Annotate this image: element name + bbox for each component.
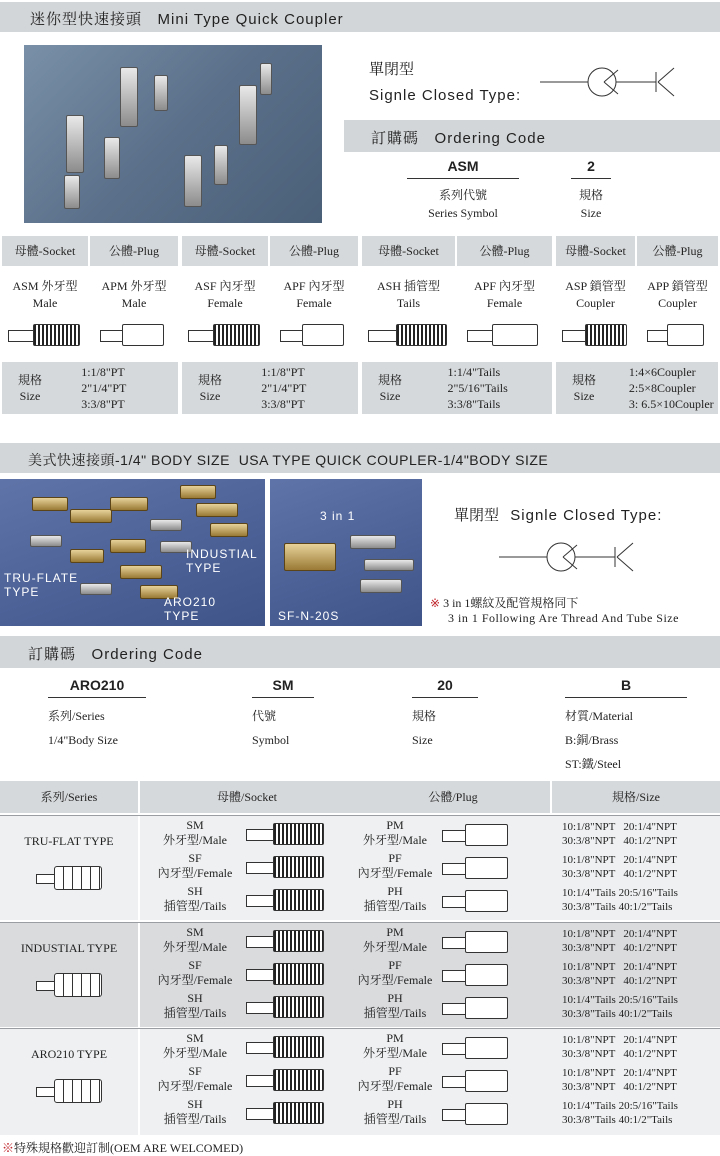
coupler-part	[364, 559, 414, 571]
label-truflate: TRU-FLATE TYPE	[4, 571, 79, 599]
ordering-en: Ordering Code	[434, 130, 546, 147]
footer-text: 特殊規格歡迎訂制(OEM ARE WELCOMED)	[14, 1141, 244, 1155]
plug-coupler-drawing-icon	[442, 824, 508, 846]
table-series-block	[0, 815, 720, 920]
plug-coupler-drawing-icon	[442, 1070, 508, 1092]
series-coupler-drawing-icon	[36, 1079, 104, 1103]
coupler-part	[70, 549, 104, 563]
plug-code-label: PF 內牙型/Female	[357, 958, 433, 987]
plug-coupler-drawing-icon	[442, 857, 508, 879]
code-size-label-en: Size	[580, 206, 602, 220]
label-aro: ARO210 TYPE	[164, 595, 217, 623]
socket-coupler-drawing-icon	[562, 324, 627, 346]
plug-code-label: PH 插管型/Tails	[363, 884, 427, 913]
order-code-label: 代號 Symbol	[252, 709, 290, 747]
table-header-cell: 規格/Size	[552, 781, 720, 813]
coupler-part	[32, 497, 68, 511]
spec-group	[182, 236, 358, 414]
plug-coupler-drawing-icon	[100, 324, 164, 346]
socket-name: ASH 插管型 Tails	[376, 279, 440, 310]
plug-coupler-drawing-icon	[647, 324, 704, 346]
title-en: Mini Type Quick Coupler	[157, 11, 344, 28]
coupler-part	[66, 115, 84, 173]
socket-code-label: SH 插管型/Tails	[163, 991, 227, 1020]
socket-coupler-drawing-icon	[246, 889, 324, 911]
closed-type-label	[369, 58, 521, 104]
closed-type-en: Signle Closed Type:	[369, 87, 522, 104]
socket-code-label: SF 內牙型/Female	[157, 958, 233, 987]
plug-name: APF 內牙型 Female	[283, 279, 345, 310]
order-code-label: 規格 Size	[412, 709, 437, 747]
plug-name: APP 鎖管型 Coupler	[647, 279, 708, 310]
closed-type-2-en: Signle Closed Type:	[510, 507, 663, 524]
footer-note	[2, 1139, 243, 1156]
order-code-column	[252, 677, 314, 752]
coupler-part	[214, 145, 228, 185]
table-row	[140, 1031, 720, 1064]
table-row	[140, 958, 720, 991]
coupler-part	[110, 497, 148, 511]
coupler-part	[104, 137, 120, 179]
coupler-part	[154, 75, 168, 111]
plug-coupler-drawing-icon	[280, 324, 344, 346]
plug-code-label: PM 外牙型/Male	[363, 1031, 427, 1060]
coupler-part	[110, 539, 146, 553]
coupler-part	[260, 63, 272, 95]
size-label: 規格 Size	[197, 373, 222, 403]
socket-coupler-drawing-icon	[246, 856, 324, 878]
ordering-2-en: Ordering Code	[91, 646, 203, 663]
table-header-cell: 系列/Series	[0, 781, 138, 813]
coupler-part	[180, 485, 216, 499]
socket-name: ASP 鎖管型 Coupler	[565, 279, 626, 310]
plug-code-label: PH 插管型/Tails	[363, 1097, 427, 1126]
socket-coupler-drawing-icon	[8, 324, 80, 346]
size-values: 10:1/8"NPT 20:1/4"NPT 30:3/8"NPT 40:1/2"NPT	[562, 821, 677, 847]
size-values: 10:1/4"Tails 20:5/16"Tails 30:3/8"Tails 40:1/2"Tails	[562, 1100, 678, 1126]
plug-code-label: PM 外牙型/Male	[363, 818, 427, 847]
socket-header: 母體-Socket	[556, 236, 635, 266]
socket-coupler-drawing-icon	[188, 324, 260, 346]
table-header-cell: 公體/Plug	[356, 781, 550, 813]
socket-code-label: SH 插管型/Tails	[163, 884, 227, 913]
plug-code-label: PF 內牙型/Female	[357, 851, 433, 880]
ordering-title	[371, 127, 546, 148]
coupler-part	[150, 519, 182, 531]
order-code: SM	[252, 677, 314, 698]
plug-coupler-drawing-icon	[442, 997, 508, 1019]
socket-coupler-drawing-icon	[246, 1069, 324, 1091]
note-en: 3 in 1 Following Are Thread And Tube Size	[448, 611, 679, 625]
label-sf: SF-N-20S	[278, 609, 340, 623]
socket-coupler-drawing-icon	[246, 823, 324, 845]
size-values: 1:1/8"PT 2"1/4"PT 3:3/8"PT	[261, 365, 307, 411]
size-values: 10:1/8"NPT 20:1/4"NPT 30:3/8"NPT 40:1/2"NPT	[562, 1034, 677, 1060]
order-code-column	[412, 677, 478, 752]
size-label: 規格 Size	[377, 373, 402, 403]
socket-coupler-drawing-icon	[246, 1036, 324, 1058]
socket-code-label: SM 外牙型/Male	[163, 1031, 227, 1060]
plug-header: 公體-Plug	[270, 236, 358, 266]
coupler-part	[120, 67, 138, 127]
spec-group	[362, 236, 552, 414]
table-row	[140, 991, 720, 1024]
coupler-part	[360, 579, 402, 593]
socket-header: 母體-Socket	[2, 236, 88, 266]
closed-type-2	[454, 504, 662, 525]
series-name: INDUSTIAL TYPE	[20, 941, 118, 955]
coupler-part	[210, 523, 248, 537]
closed-type-cn: 單閉型	[369, 62, 415, 78]
footer-mark: ※	[2, 1141, 15, 1155]
plug-coupler-drawing-icon	[442, 1103, 508, 1125]
order-code: ARO210	[48, 677, 146, 698]
code-size: 2	[571, 158, 611, 179]
ordering-title-2	[28, 643, 203, 664]
note-mark: ※	[430, 596, 441, 610]
plug-coupler-drawing-icon	[442, 1037, 508, 1059]
code-asm-label	[407, 186, 519, 222]
three-in-one-photo	[270, 479, 422, 626]
coupler-part	[64, 175, 80, 209]
series-coupler-drawing-icon	[36, 973, 104, 997]
size-values: 10:1/8"NPT 20:1/4"NPT 30:3/8"NPT 40:1/2"NPT	[562, 928, 677, 954]
plug-code-label: PF 內牙型/Female	[357, 1064, 433, 1093]
plug-code-label: PM 外牙型/Male	[363, 925, 427, 954]
table-row	[140, 925, 720, 958]
table-header-cell: 母體/Socket	[140, 781, 354, 813]
mini-coupler-photo	[24, 45, 322, 223]
spec-group	[2, 236, 178, 414]
socket-code-label: SF 內牙型/Female	[157, 1064, 233, 1093]
socket-coupler-drawing-icon	[368, 324, 447, 346]
size-label: 規格 Size	[17, 373, 42, 403]
table-row	[140, 1064, 720, 1097]
coupler-part	[70, 509, 112, 523]
table-row	[140, 1097, 720, 1130]
socket-header: 母體-Socket	[362, 236, 455, 266]
table-series-block	[0, 1028, 720, 1135]
order-code-label: 材質/Material B:銅/Brass ST:鐵/Steel	[565, 709, 633, 771]
plug-header: 公體-Plug	[90, 236, 178, 266]
table-row	[140, 884, 720, 917]
coupler-part	[196, 503, 238, 517]
title-cn: 迷你型快速接頭	[30, 11, 143, 28]
series-coupler-drawing-icon	[36, 866, 104, 890]
socket-header: 母體-Socket	[182, 236, 268, 266]
socket-coupler-drawing-icon	[246, 996, 324, 1018]
coupler-part	[284, 543, 336, 571]
plug-coupler-drawing-icon	[442, 890, 508, 912]
note-cn: 3 in 1螺紋及配管規格同下	[443, 596, 579, 610]
socket-code-label: SF 內牙型/Female	[157, 851, 233, 880]
size-values: 10:1/8"NPT 20:1/4"NPT 30:3/8"NPT 40:1/2"NPT	[562, 1067, 677, 1093]
usa-coupler-photo	[0, 479, 265, 626]
coupler-part	[184, 155, 202, 207]
closed-type-2-symbol-icon	[497, 535, 637, 579]
size-values: 10:1/4"Tails 20:5/16"Tails 30:3/8"Tails 40:1/2"Tails	[562, 994, 678, 1020]
code-size-label-cn: 規格	[578, 188, 603, 202]
socket-coupler-drawing-icon	[246, 930, 324, 952]
label-industial: INDUSTIAL TYPE	[186, 547, 258, 575]
coupler-part	[239, 85, 257, 145]
order-code: 20	[412, 677, 478, 698]
size-label: 規格 Size	[571, 373, 596, 403]
plug-coupler-drawing-icon	[442, 931, 508, 953]
plug-name: APM 外牙型 Male	[101, 279, 167, 310]
order-code-label: 系列/Series 1/4"Body Size	[48, 709, 118, 747]
size-values: 1:4×6Coupler 2:5×8Coupler 3: 6.5×10Coupler	[628, 365, 714, 411]
order-code-column	[565, 677, 687, 776]
size-values: 1:1/4"Tails 2"5/16"Tails 3:3/8"Tails	[447, 365, 508, 411]
plug-header: 公體-Plug	[637, 236, 718, 266]
series-name: TRU-FLAT TYPE	[24, 834, 114, 848]
socket-code-label: SM 外牙型/Male	[163, 818, 227, 847]
section2-title: 美式快速接頭-1/4" BODY SIZE USA TYPE QUICK COUPLER-1/4"BODY SIZE	[28, 452, 549, 468]
coupler-part	[120, 565, 162, 579]
size-values: 10:1/8"NPT 20:1/4"NPT 30:3/8"NPT 40:1/2"NPT	[562, 854, 677, 880]
socket-name: ASF 內牙型 Female	[194, 279, 256, 310]
code-asm-label-cn: 系列代號	[438, 188, 487, 202]
size-values: 10:1/8"NPT 20:1/4"NPT 30:3/8"NPT 40:1/2"NPT	[562, 961, 677, 987]
coupler-part	[350, 535, 396, 549]
socket-code-label: SH 插管型/Tails	[163, 1097, 227, 1126]
plug-name: APF 內牙型 Female	[473, 279, 535, 310]
ordering-cn: 訂購碼	[371, 130, 420, 147]
socket-coupler-drawing-icon	[246, 963, 324, 985]
closed-type-2-cn: 單閉型	[454, 508, 500, 524]
plug-code-label: PH 插管型/Tails	[363, 991, 427, 1020]
coupler-part	[30, 535, 62, 547]
socket-code-label: SM 外牙型/Male	[163, 925, 227, 954]
table-header-fill	[354, 781, 358, 813]
label-3in1: 3 in 1	[320, 509, 356, 523]
series-name: ARO210 TYPE	[30, 1047, 108, 1061]
code-asm: ASM	[407, 158, 519, 179]
code-size-label	[561, 186, 621, 222]
socket-coupler-drawing-icon	[246, 1102, 324, 1124]
socket-name: ASM 外牙型 Male	[12, 279, 78, 310]
code-asm-label-en: Series Symbol	[428, 206, 498, 220]
closed-type-symbol-icon	[538, 60, 678, 104]
table-series-block	[0, 922, 720, 1027]
plug-coupler-drawing-icon	[467, 324, 538, 346]
spec-group	[556, 236, 718, 414]
section1-title	[30, 8, 344, 29]
order-code-column	[48, 677, 146, 752]
order-code: B	[565, 677, 687, 698]
table-row	[140, 851, 720, 884]
table-row	[140, 818, 720, 851]
size-values: 10:1/4"Tails 20:5/16"Tails 30:3/8"Tails 40:1/2"Tails	[562, 887, 678, 913]
three-in-one-note	[430, 596, 679, 626]
ordering-2-cn: 訂購碼	[28, 646, 77, 663]
size-values: 1:1/8"PT 2"1/4"PT 3:3/8"PT	[81, 365, 127, 411]
plug-coupler-drawing-icon	[442, 964, 508, 986]
plug-header: 公體-Plug	[457, 236, 552, 266]
